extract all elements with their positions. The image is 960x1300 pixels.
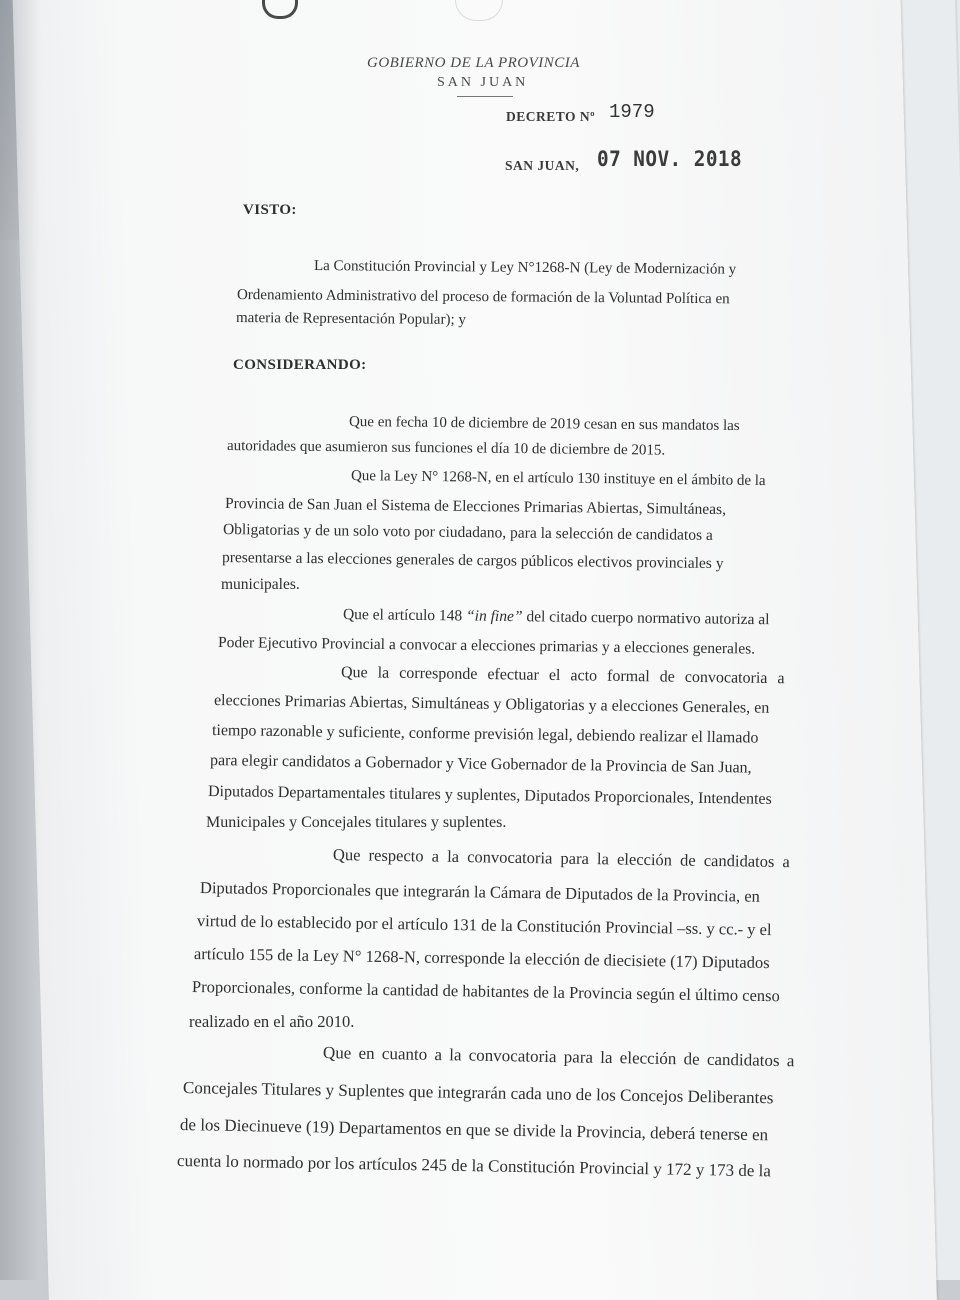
- visto-line: Ordenamiento Administrativo del proceso de formación de la Voluntad Política en: [236, 287, 730, 308]
- considerando-line: autoridades que asumieron sus funciones el día 10 de diciembre de 2015.: [226, 438, 666, 459]
- considerando-line: presentarse a las elecciones generales de cargos públicos electivos provinciales y: [221, 549, 724, 573]
- date-label: SAN JUAN,: [505, 158, 580, 173]
- considerando-line: cuenta lo normado por los artículos 245 de la Constitución Provincial y 172 y 173 de la: [176, 1151, 772, 1181]
- considerando-line: Diputados Proporcionales que integrarán la Cámara de Diputados de la Provincia, en: [199, 878, 761, 906]
- decree-label: DECRETO Nº: [506, 109, 596, 124]
- considerando-line: Obligatorias y de un solo voto por ciudadano, para la selección de candidatos a: [222, 521, 713, 544]
- considerando-line: Que la corresponde efectuar el acto formal de convocatoria a: [340, 664, 785, 688]
- considerando-line: Municipales y Concejales titulares y suplentes.: [206, 814, 507, 831]
- decree-number: 1979: [609, 101, 655, 123]
- considerando-line: tiempo razonable y suficiente, conforme previsión legal, debiendo realizar el llamado: [211, 722, 759, 747]
- considerando-line: Que la Ley N° 1268-N, en el artículo 130 instituye en el ámbito de la: [350, 468, 766, 490]
- visto-line: materia de Representación Popular); y: [235, 310, 466, 329]
- date-stamp: 07 NOV. 2018: [597, 147, 743, 171]
- considerando-heading: CONSIDERANDO:: [233, 357, 367, 373]
- considerando-line: Que en fecha 10 de diciembre de 2019 cesan en sus mandatos las: [348, 414, 740, 435]
- considerando-line: artículo 155 de la Ley N° 1268-N, corresponde la elección de diecisiete (17) Diputados: [193, 944, 770, 973]
- considerando-line: Concejales Titulares y Suplentes que integrarán cada uno de los Concejos Deliberantes: [182, 1078, 774, 1108]
- visto-heading: VISTO:: [243, 202, 297, 218]
- in-fine-phrase: “in fine”: [466, 607, 523, 626]
- province-header: SAN JUAN: [437, 75, 529, 90]
- considerando-line: realizado en el año 2010.: [189, 1012, 355, 1031]
- considerando-line: Provincia de San Juan el Sistema de Elecciones Primarias Abiertas, Simultáneas,: [224, 495, 727, 519]
- considerando-line: Proporcionales, conforme la cantidad de habitantes de la Provincia según el último censo: [191, 977, 780, 1006]
- visto-line: La Constitución Provincial y Ley N°1268-N (Ley de Modernización y: [313, 258, 737, 278]
- considerando-line: elecciones Primarias Abiertas, Simultáneas y Obligatorias y a elecciones Generales, en: [213, 692, 770, 717]
- considerando-line: Poder Ejecutivo Provincial a convocar a elecciones primarias y a elecciones generales.: [217, 634, 756, 658]
- considerando-line: Que el artículo 148 “in fine” del citado cuerpo normativo autoriza al: [342, 606, 770, 629]
- considerando-line: Que en cuanto a la convocatoria para la elección de candidatos a: [322, 1043, 795, 1071]
- considerando-line: Que respecto a la convocatoria para la elección de candidatos a: [332, 845, 790, 872]
- considerando-line: municipales.: [221, 576, 300, 593]
- considerando-line: de los Diecinueve (19) Departamentos en que se divide la Provincia, deberá tenerse en: [179, 1115, 769, 1145]
- header-divider: [457, 96, 513, 97]
- considerando-line: para elegir candidatos a Gobernador y Vice Gobernador de la Provincia de San Juan,: [209, 752, 752, 777]
- considerando-line: Diputados Departamentales titulares y suplentes, Diputados Proporcionales, Intendentes: [207, 783, 772, 808]
- government-header: GOBIERNO DE LA PROVINCIA: [367, 55, 580, 71]
- considerando-line: virtud de lo establecido por el artículo 131 de la Constitución Provincial –ss. y cc.- y el: [196, 911, 772, 940]
